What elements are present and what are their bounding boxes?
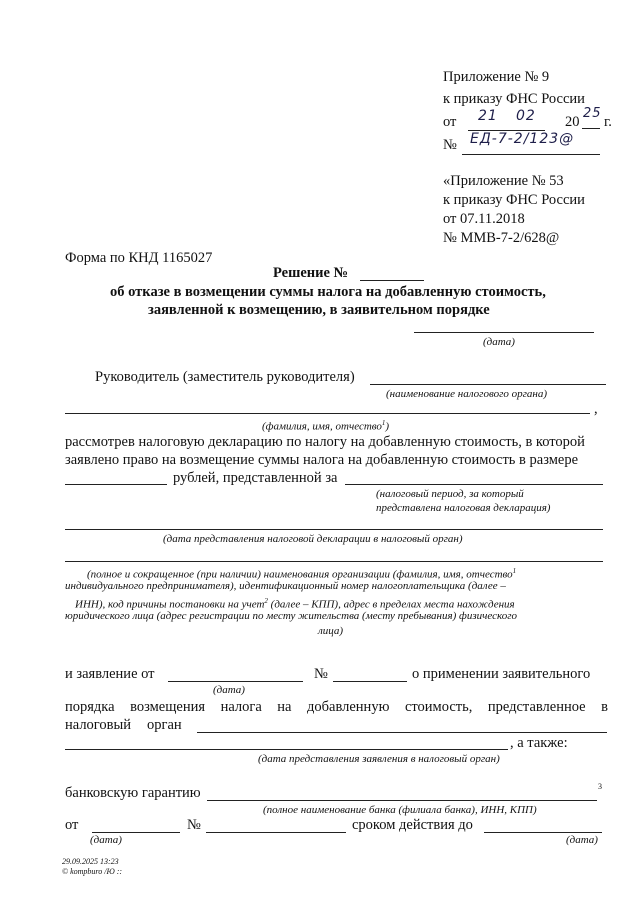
decision-date-label: (дата) (483, 336, 515, 348)
period-label-1: (налоговый период, за который (376, 488, 524, 500)
stmt-date-label: (дата представления заявления в налоговый орган) (258, 753, 500, 765)
bank-line (207, 800, 597, 801)
prev-attachment-line4: № ММВ-7-2/628@ (443, 230, 560, 246)
guarantee-num-sign: № (187, 817, 201, 833)
period-label-2: представлена налоговая декларация) (376, 502, 551, 514)
guarantee-date-line (92, 832, 180, 833)
org-label-1: (полное и сокращенное (при наличии) наименования организации (фамилия, имя, отчество$^1$ (87, 567, 517, 581)
tax-word: налоговый (65, 717, 131, 733)
prev-attachment-line1: «Приложение № 53 (443, 173, 564, 189)
validity-date-line (484, 832, 602, 833)
period-line (345, 484, 603, 485)
declared-text: заявлено право на возмещение суммы налога на добавленную стоимость в размере (65, 452, 579, 468)
print-stamp-line2: © kompburo /Ю :: (62, 867, 123, 876)
title-line2: об отказе в возмещении суммы налога на добавленную стоимость, (110, 284, 546, 300)
fio-line (65, 413, 590, 414)
attachment-year-end: г. (604, 114, 612, 130)
title-line3: заявленной к возмещению, в заявительном порядке (148, 302, 490, 318)
decision-date-line (414, 332, 594, 333)
decision-number-line (360, 280, 424, 281)
order-line: порядка возмещения налога на добавленную стоимость, представленное в (65, 699, 608, 715)
validity-date-label: (дата) (566, 834, 598, 846)
attachment-number-value: ЕД-7-2/123@ (470, 131, 575, 147)
also-text: , а также: (510, 735, 568, 751)
declaration-date-label: (дата представления налоговой декларации в налоговый орган) (163, 533, 463, 545)
stmt-date-line (65, 749, 508, 750)
on-apply-text: о применении заявительного (412, 666, 591, 682)
head-label: Руководитель (заместитель руководителя) (95, 369, 355, 385)
fio-comma: , (594, 401, 598, 417)
prev-attachment-line2: к приказу ФНС России (443, 192, 585, 208)
attachment-date-prefix: от (443, 114, 457, 130)
attachment-date-month: 02 (516, 108, 536, 124)
statement-date-label: (дата) (213, 684, 245, 696)
print-stamp-line1: 29.09.2025 13:23 (62, 857, 119, 866)
statement-date-line (168, 681, 303, 682)
guarantee-number-line (206, 832, 346, 833)
rubles-text: рублей, представленной за (173, 470, 338, 486)
amount-line (65, 484, 167, 485)
attachment-year-suffix: 25 (583, 106, 602, 121)
and-statement-text: и заявление от (65, 666, 155, 682)
bank-sup: 3 (598, 782, 602, 791)
prev-attachment-line3: от 07.11.2018 (443, 211, 525, 227)
bank-name-label: (полное наименование банка (филиала банка), ИНН, КПП) (263, 804, 537, 816)
title-line1: Решение № (273, 265, 349, 281)
org-label-3: ИНН), код причины постановки на учет$^2$ (далее – КПП), адрес в пределах места нахождения (75, 597, 515, 611)
form-code: Форма по КНД 1165027 (65, 250, 213, 266)
from-text: от (65, 817, 79, 833)
attachment-year-prefix: 20 (565, 114, 580, 130)
attachment-date-day: 21 (478, 108, 498, 124)
validity-text: сроком действия до (352, 817, 473, 833)
attachment-line2: к приказу ФНС России (443, 91, 585, 107)
org-label-2: индивидуального предпринимателя), идентификационный номер налогоплательщика (далее – (65, 580, 506, 592)
org-word: орган (147, 717, 182, 733)
tax-org-line (370, 384, 606, 385)
statement-number-line (333, 681, 407, 682)
org-label-4: юридического лица (адрес регистрации по месту жительства (месту пребывания) физического (65, 610, 518, 622)
considered-text: рассмотрев налоговую декларацию по налогу на добавленную стоимость, в которой (65, 434, 585, 450)
attachment-line1: Приложение № 9 (443, 69, 550, 85)
statement-num-sign: № (314, 666, 328, 682)
org-label-5: лица) (318, 625, 344, 637)
tax-org-name-label: (наименование налогового органа) (386, 388, 548, 400)
tax-org-name-line (197, 732, 607, 733)
bank-guarantee-text: банковскую гарантию (65, 785, 201, 801)
organization-line (65, 561, 603, 562)
fio-label: (фамилия, имя, отчество$^1$) (262, 419, 390, 433)
attachment-year-line (582, 128, 600, 129)
attachment-number-prefix: № (443, 137, 457, 153)
declaration-date-line (65, 529, 603, 530)
guarantee-date-label: (дата) (90, 834, 122, 846)
attachment-number-line (462, 154, 600, 155)
